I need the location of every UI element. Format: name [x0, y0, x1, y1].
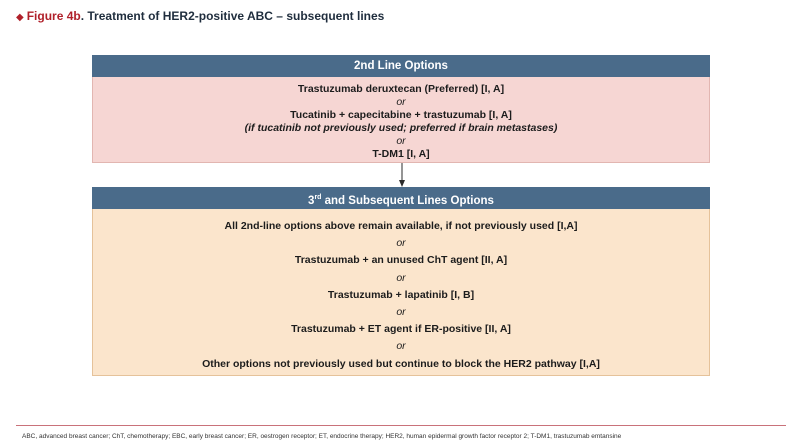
option-other-her2: Other options not previously used but continue to block the HER2 pathway [I,A]	[202, 357, 600, 370]
third-line-header-prefix: 3	[308, 194, 315, 207]
second-line-header: 2nd Line Options	[92, 55, 710, 77]
or-separator: or	[396, 271, 406, 284]
abbreviations-footnote: ABC, advanced breast cancer; ChT, chemotherapy; EBC, early breast cancer; ER, oestrogen receptor; ET, endocrine therapy; HER2, human epidermal growth factor receptor 2; T-DM1, trastuzumab emtansine	[22, 433, 622, 440]
option-tucatinib-combination: Tucatinib + capecitabine + trastuzumab [I, A]	[290, 109, 512, 121]
option-t-dm1: T-DM1 [I, A]	[372, 148, 430, 160]
or-separator: or	[396, 306, 406, 319]
option-trastuzumab-et: Trastuzumab + ET agent if ER-positive [II, A]	[291, 323, 511, 336]
tucatinib-note: (if tucatinib not previously used; preferred if brain metastases)	[244, 122, 558, 134]
figure-label: Figure 4b	[26, 9, 81, 23]
option-trastuzumab-lapatinib: Trastuzumab + lapatinib [I, B]	[327, 288, 475, 301]
option-trastuzumab-cht: Trastuzumab + an unused ChT agent [II, A]	[294, 254, 508, 267]
or-separator: or	[396, 135, 406, 147]
third-line-box	[92, 187, 710, 376]
or-separator: or	[396, 96, 406, 108]
third-line-header-rest: and Subsequent Lines Options	[321, 194, 494, 207]
or-separator: or	[396, 340, 406, 353]
third-line-header-sup: rd	[314, 194, 322, 201]
third-line-body	[92, 209, 710, 376]
figure-title-text: . Treatment of HER2-positive ABC – subsequent lines	[80, 9, 385, 23]
or-separator: or	[396, 237, 406, 250]
second-line-body	[92, 77, 710, 163]
figure-title	[16, 9, 384, 23]
second-line-box	[92, 55, 710, 163]
third-line-header	[92, 187, 710, 209]
footer-divider	[16, 425, 786, 426]
option-trastuzumab-deruxtecan: Trastuzumab deruxtecan (Preferred) [I, A]	[297, 83, 505, 95]
down-arrow-icon	[399, 163, 405, 187]
option-all-2nd-line: All 2nd-line options above remain available, if not previously used [I,A]	[224, 220, 578, 232]
diamond-icon: ◆	[16, 12, 24, 23]
